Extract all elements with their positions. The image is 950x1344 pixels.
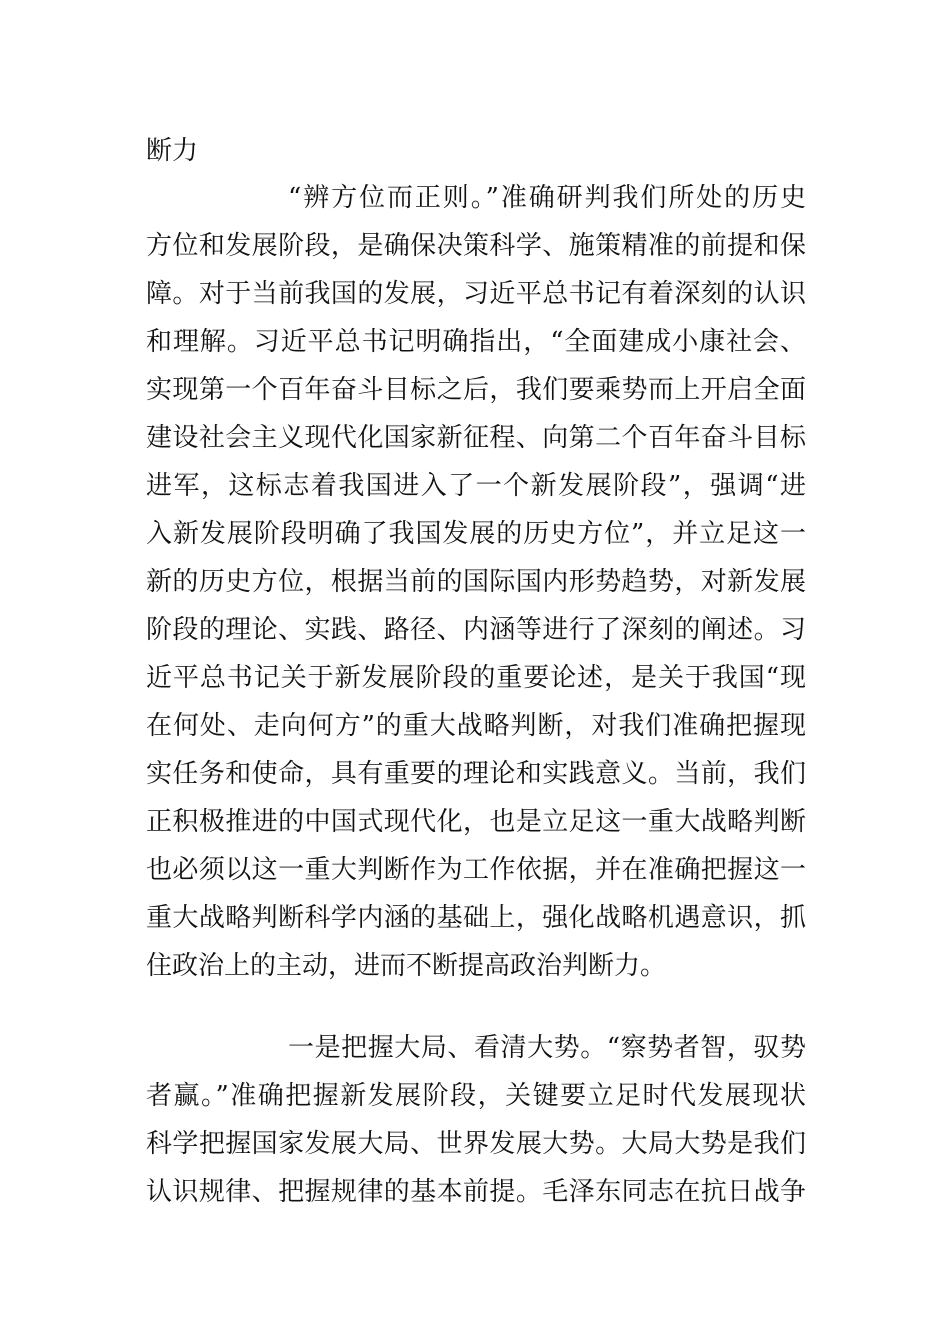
- text-line: 方位和发展阶段，是确保决策科学、施策精准的前提和保: [146, 231, 806, 261]
- paragraph-last-line: 住政治上的主动，进而不断提高政治判断力。: [146, 951, 667, 981]
- text-line: 进军，这标志着我国进入了一个新发展阶段”，强调“进: [146, 471, 806, 501]
- text-line: 近平总书记关于新发展阶段的重要论述，是关于我国“现: [146, 663, 806, 693]
- paragraph-first-line: 一是把握大局、看清大势。“察势者智，驭势: [288, 1033, 806, 1063]
- text-line: 实现第一个百年奋斗目标之后，我们要乘势而上开启全面: [146, 375, 806, 405]
- paragraph-first-line: “辨方位而正则。”准确研判我们所处的历史: [288, 183, 806, 213]
- text-line: 建设社会主义现代化国家新征程、向第二个百年奋斗目标: [146, 423, 806, 453]
- text-line: 障。对于当前我国的发展，习近平总书记有着深刻的认识: [146, 279, 806, 309]
- text-line: 新的历史方位，根据当前的国际国内形势趋势，对新发展: [146, 567, 806, 597]
- text-line: 实任务和使命，具有重要的理论和实践意义。当前，我们: [146, 759, 806, 789]
- text-line: 阶段的理论、实践、路径、内涵等进行了深刻的阐述。习: [146, 615, 806, 645]
- text-line: 和理解。习近平总书记明确指出，“全面建成小康社会、: [146, 327, 806, 357]
- text-line: 也必须以这一重大判断作为工作依据，并在准确把握这一: [146, 855, 806, 885]
- text-line: 者赢。”准确把握新发展阶段，关键要立足时代发展现状: [146, 1081, 806, 1111]
- text-line: 科学把握国家发展大局、世界发展大势。大局大势是我们: [146, 1129, 806, 1159]
- text-line: 重大战略判断科学内涵的基础上，强化战略机遇意识，抓: [146, 903, 806, 933]
- text-line: 正积极推进的中国式现代化，也是立足这一重大战略判断: [146, 807, 806, 837]
- text-line: 在何处、走向何方”的重大战略判断，对我们准确把握现: [146, 711, 806, 741]
- text-line: 断力: [146, 136, 199, 166]
- text-line: 入新发展阶段明确了我国发展的历史方位”，并立足这一: [146, 519, 806, 549]
- text-line: 认识规律、把握规律的基本前提。毛泽东同志在抗日战争: [146, 1177, 806, 1207]
